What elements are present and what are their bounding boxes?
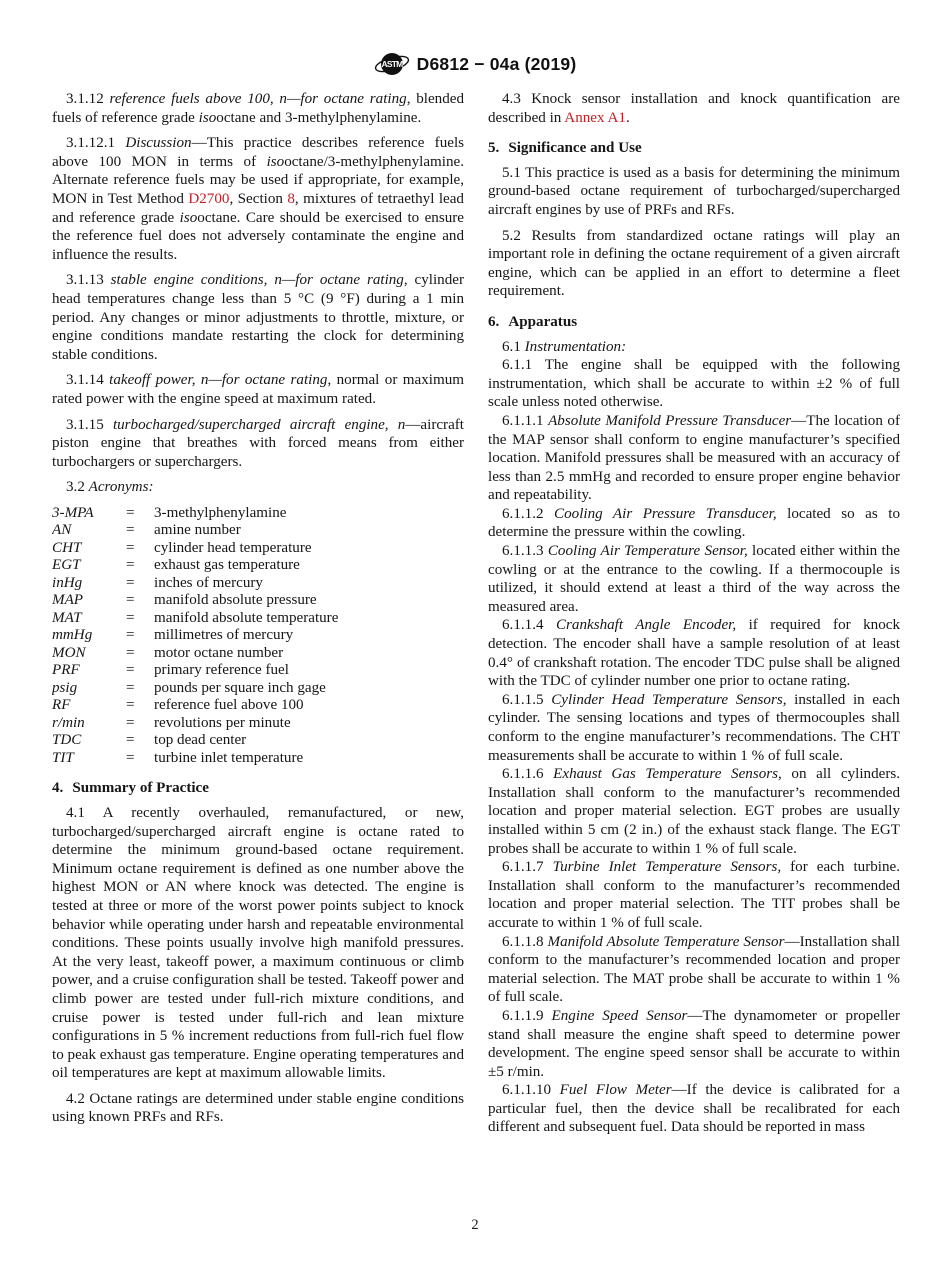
- text-segment: , normal or maximum rated power with the engine speed at maximum rated.: [52, 372, 464, 407]
- text-segment: Cylinder Head Temperature Sensors,: [551, 691, 787, 708]
- text-segment: Exhaust Gas Temperature Sensors,: [553, 766, 782, 783]
- acronym-definition: amine number: [154, 522, 241, 539]
- text-segment: Absolute Manifold Pressure Transducer: [548, 412, 792, 429]
- acronym-abbr: TDC: [52, 732, 82, 749]
- paragraph: [52, 134, 464, 264]
- text-segment: .: [625, 109, 630, 126]
- text-segment: —The location of the MAP sensor shall conform to engine manufacturer’s specified location. Manifold pressures shall be measured with an accuracy of less than 2.5 mmHg and recorded to ensure proper engine behavior and repeatability.: [488, 412, 900, 504]
- page-number: 2: [471, 1217, 479, 1233]
- astm-logo: [374, 50, 410, 78]
- acronym-row: [52, 505, 464, 523]
- text-segment: —The dynamometer or propeller stand shall measure the engine shaft speed to determine power development. The engine speed sensor shall be accurate to within ±5 r/min.: [488, 1007, 900, 1080]
- text-segment: iso: [179, 209, 198, 226]
- text-segment: 6.1.1.6: [502, 766, 554, 783]
- text-segment: 6.1.1 The engine shall be equipped with the following instrumentation, which shall be accurate to within ±2 % of full scale unless noted otherwise.: [488, 357, 900, 411]
- doc-link[interactable]: 8: [287, 190, 295, 207]
- acronym-definition: motor octane number: [154, 644, 284, 661]
- acronym-equals: =: [126, 592, 135, 609]
- paragraph: [52, 478, 464, 497]
- text-segment: 6.1: [502, 338, 525, 355]
- acronym-definition: inches of mercury: [154, 574, 263, 591]
- text-segment: Engine Speed Sensor: [551, 1007, 688, 1024]
- acronym-abbr: RF: [52, 697, 71, 714]
- paragraph: [488, 1081, 900, 1137]
- acronym-row: [52, 715, 464, 733]
- page-header: [0, 50, 950, 78]
- text-segment: 3.2: [66, 479, 89, 496]
- acronym-abbr: PRF: [52, 662, 80, 679]
- text-segment: Turbine Inlet Temperature Sensors,: [552, 859, 782, 876]
- acronym-abbr: MAT: [52, 609, 82, 626]
- acronym-equals: =: [126, 504, 135, 521]
- acronym-row: [52, 750, 464, 768]
- paragraph: [488, 858, 900, 932]
- paragraph: [488, 1007, 900, 1081]
- acronym-abbr: CHT: [52, 539, 82, 556]
- text-segment: 3.1.12: [66, 91, 110, 107]
- paragraph: [52, 371, 464, 408]
- acronym-equals: =: [126, 627, 135, 644]
- text-segment: octane and 3-methylphenylamine.: [216, 109, 422, 126]
- text-segment: Fuel Flow Meter: [559, 1082, 672, 1099]
- acronym-definition: turbine inlet temperature: [154, 749, 304, 766]
- acronym-row: [52, 522, 464, 540]
- text-segment: , Section: [229, 190, 288, 207]
- text-segment: 6.1.1.7: [502, 859, 553, 876]
- paragraph: [488, 933, 900, 1007]
- text-segment: installed in each cylinder. The sensing locations and types of thermocouples shall conform to the engine manufacturer’s recommendations. The CHT measurements shall be accurate to within 1 % of full scale.: [488, 691, 900, 764]
- acronym-equals: =: [126, 644, 135, 661]
- acronym-equals: =: [126, 679, 135, 696]
- page-footer: [0, 1217, 950, 1234]
- text-segment: takeoff power, n—for octane rating: [109, 372, 328, 389]
- section-number: 6.: [488, 313, 500, 330]
- acronym-definition: manifold absolute temperature: [154, 609, 339, 626]
- text-segment: 6.1.1.5: [502, 691, 552, 708]
- acronym-abbr: 3-MPA: [52, 504, 94, 521]
- paragraph: [52, 1090, 464, 1127]
- acronym-row: [52, 662, 464, 680]
- section-number: 4.: [52, 780, 64, 797]
- paragraph: [52, 90, 464, 127]
- acronym-definition: reference fuel above 100: [154, 697, 304, 714]
- acronym-definition: millimetres of mercury: [154, 627, 294, 644]
- acronym-row: [52, 540, 464, 558]
- acronym-definition: 3-methylphenylamine: [154, 504, 287, 521]
- acronym-definition: revolutions per minute: [154, 714, 291, 731]
- acronym-row: [52, 680, 464, 698]
- acronym-abbr: mmHg: [52, 627, 93, 644]
- acronym-abbr: r/min: [52, 714, 85, 731]
- text-segment: 4.2 Octane ratings are determined under stable engine conditions using known PRFs and RFs.: [52, 1090, 464, 1126]
- acronym-equals: =: [126, 732, 135, 749]
- acronym-equals: =: [126, 749, 135, 766]
- text-segment: iso: [198, 109, 217, 126]
- text-segment: 6.1.1.10: [502, 1082, 560, 1099]
- text-segment: 5.2 Results from standardized octane ratings will play an important role in defining the octane requirement of a given aircraft engine, which can be applied in an effort to determine a fleet requirement.: [488, 227, 900, 300]
- acronym-table: [52, 505, 464, 768]
- acronym-abbr: inHg: [52, 574, 83, 591]
- acronym-row: [52, 610, 464, 628]
- text-segment: 6.1.1.9: [502, 1007, 552, 1024]
- text-segment: for each turbine. Installation shall conform to the manufacturer’s recommended location and proper material selection. The TIT probes shall be accurate to within 1 % of full scale.: [488, 859, 900, 931]
- acronym-definition: pounds per square inch gage: [154, 679, 326, 696]
- text-segment: Cooling Air Temperature Sensor,: [547, 543, 748, 560]
- paragraph: [488, 505, 900, 542]
- acronym-abbr: TIT: [52, 749, 74, 766]
- acronym-row: [52, 575, 464, 593]
- text-segment: Manifold Absolute Temperature Sensor: [547, 933, 785, 950]
- text-segment: 6.1.1.4: [502, 617, 556, 634]
- paragraph: [488, 412, 900, 505]
- acronym-equals: =: [126, 557, 135, 574]
- acronym-equals: =: [126, 539, 135, 556]
- acronym-abbr: MAP: [52, 592, 84, 609]
- text-segment: Instrumentation:: [524, 338, 627, 355]
- text-segment: 6.1.1.3: [502, 543, 548, 560]
- text-segment: reference fuels above 100, n—for octane rating: [109, 91, 407, 107]
- acronym-abbr: AN: [52, 522, 72, 539]
- section-heading: [52, 779, 464, 798]
- acronym-definition: top dead center: [154, 732, 247, 749]
- acronym-row: [52, 592, 464, 610]
- paragraph: [52, 416, 464, 472]
- paragraph: [488, 765, 900, 858]
- acronym-row: [52, 557, 464, 575]
- acronym-row: [52, 697, 464, 715]
- acronym-abbr: MON: [52, 644, 86, 661]
- text-segment: octane/3-methylphenylamine. Alternate reference fuels may be used if appropriate, for example, MON in Test Method: [52, 153, 464, 207]
- text-segment: 6.1.1.8: [502, 933, 548, 950]
- acronym-equals: =: [126, 609, 135, 626]
- text-segment: —Installation shall conform to the manufacturer’s recommended location and proper material selection. The MAT probe shall be accurate to within 1 % of full scale.: [488, 933, 900, 1006]
- acronym-equals: =: [126, 697, 135, 714]
- acronym-equals: =: [126, 522, 135, 539]
- text-segment: iso: [266, 153, 285, 170]
- paragraph: [488, 356, 900, 412]
- text-segment: 4.3 Knock sensor installation and knock quantification are described in: [488, 91, 900, 126]
- text-segment: located either within the cowling or at the entrance to the cowling. If a thermocouple is utilized, it should extend at least a third of the way across the measured area.: [488, 543, 900, 615]
- text-segment: Acronyms:: [88, 479, 154, 496]
- acronym-abbr: EGT: [52, 557, 81, 574]
- text-segment: —This practice describes reference fuels above 100 MON in terms of: [52, 135, 464, 170]
- text-segment: —aircraft piston engine that breathes with forced means from either turbochargers or superchargers.: [52, 416, 464, 470]
- text-segment: Discussion: [125, 135, 192, 152]
- left-column: [52, 90, 464, 1202]
- acronym-row: [52, 627, 464, 645]
- acronym-equals: =: [126, 574, 135, 591]
- acronym-row: [52, 732, 464, 750]
- doc-designation: D6812 − 04a (2019): [416, 53, 577, 74]
- doc-link[interactable]: D2700: [188, 190, 230, 207]
- text-segment: turbocharged/supercharged aircraft engine, n: [112, 416, 406, 433]
- paragraph: [488, 227, 900, 301]
- text-segment: Cooling Air Pressure Transducer,: [554, 505, 777, 522]
- two-column-body: [52, 90, 900, 1202]
- paragraph: [488, 542, 900, 616]
- text-segment: 3.1.15: [66, 416, 113, 433]
- text-segment: , cylinder head temperatures change less than 5 °C (9 °F) during a 1 min period. Any changes or minor adjustments to throttle, mixture, or engine conditions mandate restarting the clock for determining stable conditions.: [52, 272, 464, 363]
- section-number: 5.: [488, 140, 500, 157]
- acronym-definition: cylinder head temperature: [154, 539, 312, 556]
- paragraph: [52, 804, 464, 1083]
- doc-link[interactable]: Annex A1: [564, 109, 626, 126]
- text-segment: on all cylinders. Installation shall conform to the manufacturer’s recommended location and proper material selection. EGT probes are usually installed within 5 cm (2 in.) of the exhaust stack flange. The EGT probes shall be accurate to within 1 % of full scale.: [488, 766, 900, 857]
- acronym-equals: =: [126, 714, 135, 731]
- astm-logo-text: ASTM: [381, 59, 403, 69]
- text-segment: 5.1 This practice is used as a basis for determining the minimum ground-based octane requirement of turbocharged/supercharged aircraft engines by use of PRFs and RFs.: [488, 164, 900, 218]
- acronym-abbr: psig: [52, 679, 78, 696]
- text-segment: located so as to determine the pressure within the cowling.: [488, 505, 900, 541]
- text-segment: Crankshaft Angle Encoder,: [555, 617, 737, 634]
- text-segment: 6.1.1.1: [502, 412, 549, 429]
- text-segment: 3.1.13: [66, 272, 111, 289]
- paragraph: [488, 616, 900, 690]
- section-title: Summary of Practice: [72, 780, 209, 797]
- acronym-row: [52, 645, 464, 663]
- text-segment: 3.1.12.1: [66, 135, 126, 152]
- section-title: Apparatus: [508, 313, 578, 330]
- text-segment: octane. Care should be exercised to ensure the reference fuel does not adversely contaminate the engine and influence the results.: [52, 209, 464, 263]
- section-heading: [488, 139, 900, 158]
- section-heading: [488, 313, 900, 332]
- acronym-definition: manifold absolute pressure: [154, 592, 317, 609]
- text-segment: 6.1.1.2: [502, 505, 555, 522]
- text-segment: , mixtures of tetraethyl lead and reference grade: [52, 190, 464, 226]
- acronym-definition: exhaust gas temperature: [154, 557, 300, 574]
- text-segment: stable engine conditions, n—for octane rating: [110, 272, 404, 289]
- text-segment: if required for knock detection. The encoder shall have a sample resolution of at least 0.4° of crankshaft rotation. The encoder TDC pulse shall be aligned with the TDC of cylinder number one prior to octane rating.: [488, 617, 900, 690]
- paragraph: [488, 338, 900, 357]
- paragraph: [488, 691, 900, 765]
- acronym-definition: primary reference fuel: [154, 662, 289, 679]
- acronym-equals: =: [126, 662, 135, 679]
- paragraph: [52, 271, 464, 364]
- text-segment: —If the device is calibrated for a particular fuel, then the device shall be recalibrated for each different and subsequent fuel. Data should be reported in mass: [488, 1082, 900, 1136]
- text-segment: , blended fuels of reference grade: [52, 91, 464, 126]
- text-segment: 4.1 A recently overhauled, remanufactured, or new, turbocharged/supercharged aircraft engine is octane rated to determine the minimum ground-based octane requirement. Minimum octane requirement is defined as one number above the highest MON or AN where knock was detected. The engine is tested at three or more of the worst power points subject to knock behavior while operating under harsh and repeatable environmental conditions. These points usually involve high manifold pressures. At the very least, takeoff power, a maximum continuous or climb power, and a cruise configuration shall be tested. Takeoff power and climb power are tested under full-rich mixture conditions, and cruise power is tested under full-rich and lean mixture configurations in 5 % increment reductions from full-rich fuel flow to peak exhaust gas temperature. Engine operating temperatures and oil temperatures are kept at maximum allowable limits.: [52, 804, 464, 1082]
- paragraph: [488, 164, 900, 220]
- text-segment: 3.1.14: [66, 372, 110, 389]
- right-column: [488, 90, 900, 1202]
- section-title: Significance and Use: [508, 140, 642, 157]
- paragraph: [488, 90, 900, 127]
